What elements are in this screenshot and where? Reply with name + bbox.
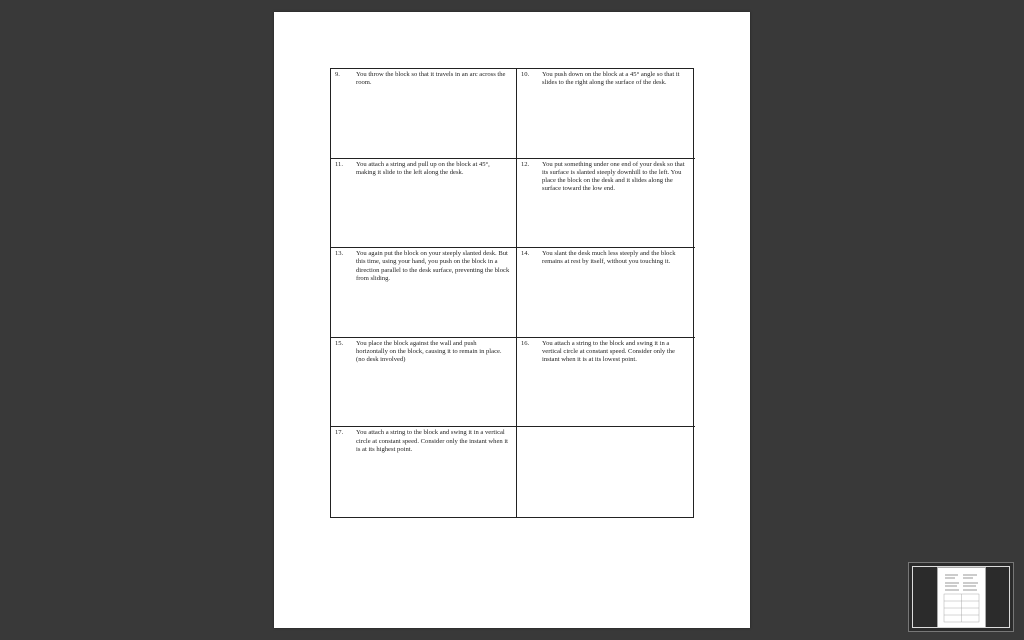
item-text: You attach a string and pull up on the block at 45°, making it slide to the left along the desk. <box>356 160 490 176</box>
item-number: 11. <box>335 160 343 168</box>
item-number: 12. <box>521 160 530 168</box>
table-cell <box>331 427 517 517</box>
thumbnail-lines <box>943 572 980 623</box>
item-number: 9. <box>335 71 340 78</box>
table-cell <box>517 338 695 428</box>
item-text: You again put the block on your steeply slanted desk. But this time, using your hand, you push on the block in a direction parallel to the desk surface, preventing the block from sliding. <box>356 250 510 283</box>
item-text: You throw the block so that it travels in an arc across the room. <box>356 71 506 87</box>
table-cell <box>331 159 517 249</box>
table-cell <box>331 248 517 338</box>
item-number: 15. <box>335 339 344 347</box>
table-cell <box>517 69 695 159</box>
item-number: 16. <box>521 339 530 347</box>
document-page <box>274 12 750 628</box>
item-number: 17. <box>335 429 344 437</box>
worksheet-table <box>330 68 694 518</box>
item-number: 13. <box>335 250 344 258</box>
table-cell <box>331 338 517 428</box>
item-text: You push down on the block at a 45° angle so that it slides to the right along the surface of the desk. <box>542 71 680 87</box>
table-cell <box>331 69 517 159</box>
item-number: 10. <box>521 71 530 78</box>
table-cell <box>517 248 695 338</box>
page-thumbnail-icon[interactable] <box>937 567 986 628</box>
item-number: 14. <box>521 250 530 258</box>
table-cell <box>517 159 695 249</box>
item-text: You place the block against the wall and push horizontally on the block, causing it to remain in place. (no desk involved) <box>356 339 502 364</box>
item-text: You attach a string to the block and swing it in a vertical circle at constant speed. Consider only the instant when it is at its lowest point. <box>542 339 675 364</box>
item-text: You slant the desk much less steeply and the block remains at rest by itself, without you touching it. <box>542 250 676 266</box>
table-cell-empty <box>517 427 695 517</box>
page-navigator[interactable] <box>908 562 1014 632</box>
item-text: You put something under one end of your desk so that its surface is slanted steeply downhill to the left. You place the block on the desk and it slides along the surface toward the low end. <box>542 160 685 193</box>
item-text: You attach a string to the block and swing it in a vertical circle at constant speed. Consider only the instant when it is at its highest point. <box>356 429 508 453</box>
